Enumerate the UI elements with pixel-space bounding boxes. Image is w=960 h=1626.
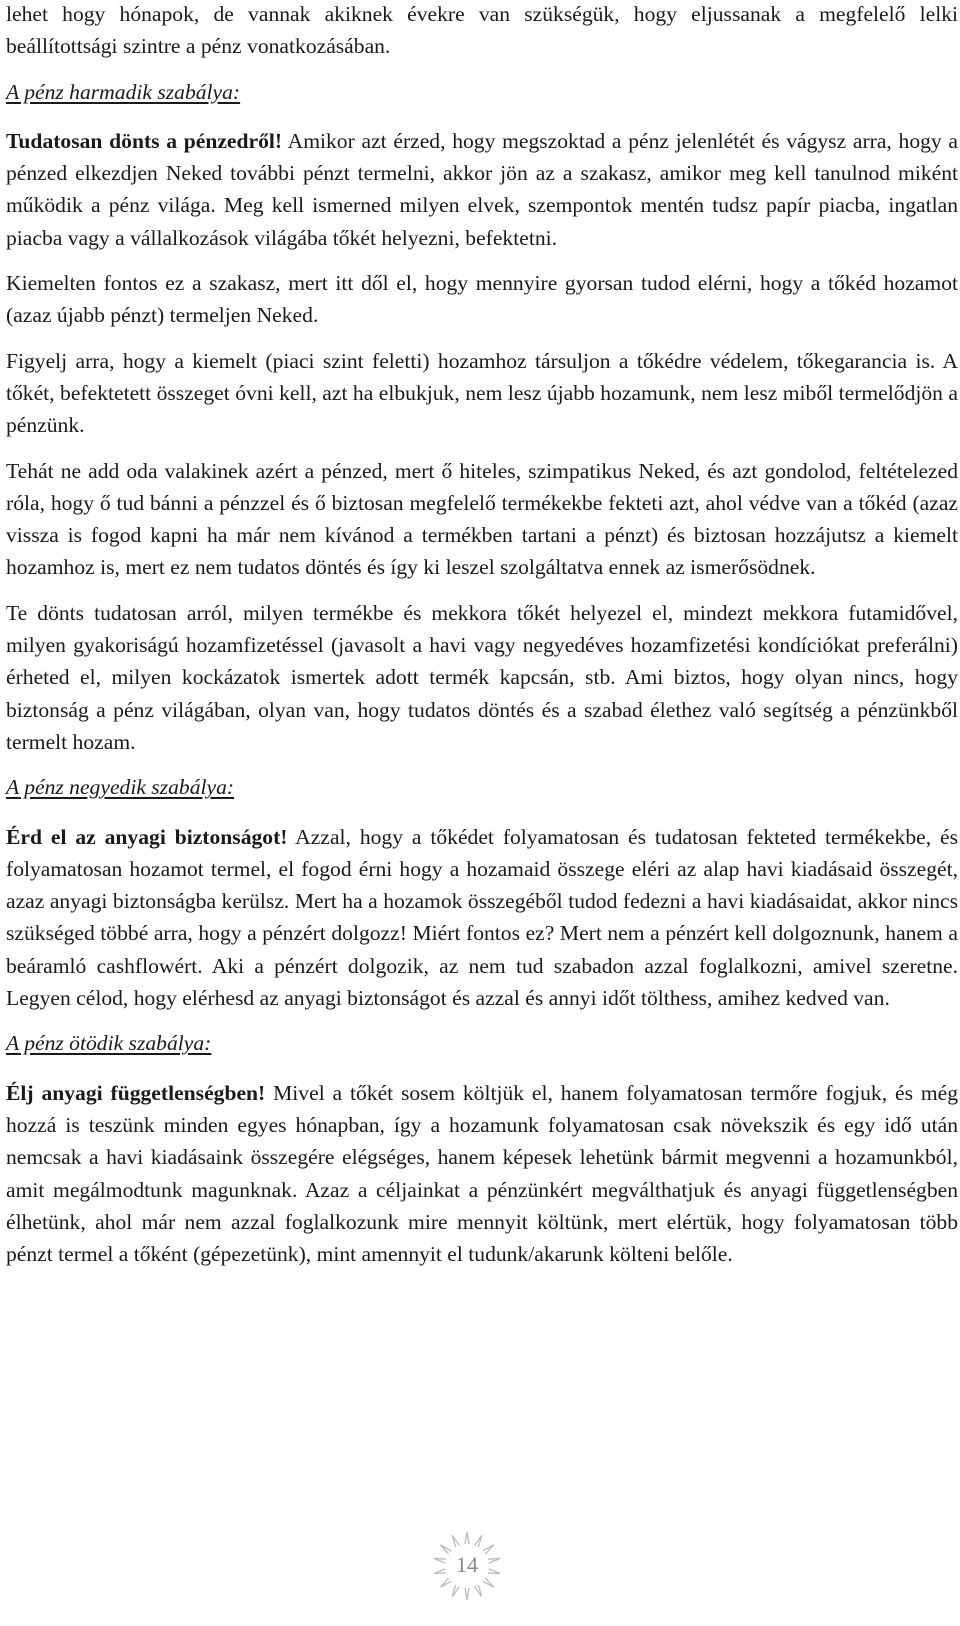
body-paragraph: Figyelj arra, hogy a kiemelt (piaci szint feletti) hozamhoz társuljon a tőkédre védelem, tőkegarancia is. A tőkét, befektetett összeget óvni kell, azt ha elbukjuk, nem lesz újabb hozamunk, nem lesz miből termelődjön a pénzünk. xyxy=(6,348,958,438)
starburst-ray xyxy=(475,1585,482,1597)
starburst-ray xyxy=(452,1535,459,1547)
starburst-ray xyxy=(465,1532,469,1544)
rule-paragraph xyxy=(6,1077,958,1271)
page-footer xyxy=(0,1530,960,1602)
rule-lead: Tudatosan dönts a pénzedről! xyxy=(6,128,283,153)
section-heading: A pénz harmadik szabálya: xyxy=(6,79,241,104)
starburst-ray xyxy=(452,1585,459,1597)
starburst-ray xyxy=(440,1578,451,1587)
body-paragraph: Te dönts tudatosan arról, milyen termékbe és mekkora tőkét helyezel el, mindezt mekkora futamidővel, milyen gyakoriságú hozamfizetéssel (javasolt a havi vagy negyedéves hozamfizetési kondíciókat preferálni) érheted el, milyen kockázatok ismertek adott termék kapcsán, stb. Ami biztos, hogy olyan nincs, hogy biztonság a pénz világában, olyan van, hogy tudatos döntés és a szabad élethez való segítség a pénzünkből termelt hozam. xyxy=(6,600,958,754)
body-paragraph: Kiemelten fontos ez a szakasz, mert itt dől el, hogy mennyire gyorsan tudod elérni, hogy a tőkéd hozamot (azaz újabb pénzt) termeljen Neked. xyxy=(6,271,958,328)
body-paragraph: lehet hogy hónapok, de vannak akiknek évekre van szükségük, hogy eljussanak a megfelelő lelki beállítottsági szintre a pénz vonatkozásában. xyxy=(6,2,958,59)
rule-body: Azzal, hogy a tőkédet folyamatosan és tudatosan fekteted termékekbe, és folyamatosan hozamot termel, el fogod érni hogy a hozamaid összege eléri az alap havi kiadásaid összegét, azaz anyagi biztonságba kerülsz. Mert ha a hozamok összegéből tudod fedezni a havi kiadásaidat, akkor nincs szükséged többé arra, hogy a pénzért dolgozz! Miért fontos ez? Mert nem a pénzért kell dolgoznunk, hanem a beáramló cashflowért. Aki a pénzért dolgozik, az nem tud szabadon azzal foglalkozni, amivel szeretne. Legyen célod, hogy elérhesd az anyagi biztonságot és azzal és annyi időt tölthess, amihez kedved van. xyxy=(6,824,958,1011)
section-heading: A pénz negyedik szabálya: xyxy=(6,775,235,800)
rule-paragraph xyxy=(6,821,958,1015)
rule-lead: Élj anyagi függetlenségben! xyxy=(6,1080,266,1105)
document-body xyxy=(6,0,958,1283)
rule-body: Mivel a tőkét sosem költjük el, hanem folyamatosan termőre fogjuk, és még hozzá is teszünk minden egyes hónapban, így a hozamunk folyamatosan csak növekszik és egy idő után nemcsak a havi kiadásaink összegére elégséges, hanem képesek lehetünk bármit megvenni a hozamunkból, amit megálmodtunk magunknak. Azaz a céljainkat a pénzünkért megválthatjuk és anyagi függetlenségben élhetünk, ahol már nem azzal foglalkozunk mire mennyit költünk, mert elértük, hogy folyamatosan több pénzt termel a tőként (gépezetünk), mint amennyit el tudunk/akarunk költeni belőle. xyxy=(6,1080,959,1267)
page-number: 14 xyxy=(456,1552,478,1577)
page-number-badge xyxy=(431,1530,503,1602)
body-paragraph: Tehát ne add oda valakinek azért a pénzed, mert ő hiteles, szimpatikus Neked, és azt gondolod, feltételezed róla, hogy ő tud bánni a pénzzel és ő biztosan megfelelő termékekbe fekteti azt, ahol védve van a tőkéd (azaz vissza is fogod kapni ha már nem kívánod a termékben tartani a pénzt) és biztosan hozzájutsz a kiemelt hozamhoz is, mert ez nem tudatos döntés és így ki leszel szolgáltatva ennek az ismerősödnek. xyxy=(6,458,958,580)
starburst-ray xyxy=(465,1588,469,1600)
rule-lead: Érd el az anyagi biztonságot! xyxy=(6,824,288,849)
starburst-ray xyxy=(483,1578,494,1587)
rule-paragraph xyxy=(6,125,958,254)
starburst-ray xyxy=(475,1535,482,1547)
rule-body: Amikor azt érzed, hogy megszoktad a pénz jelenlétét és vágysz arra, hogy a pénzed elkezdjen Neked további pénzt termelni, akkor jön az a szakasz, amikor meg kell tanulnod miként működik a pénz világa. Meg kell ismerned milyen elvek, szempontok mentén tudsz papír piacba, ingatlan piacba vagy a vállalkozások világába tőkét helyezni, befektetni. xyxy=(6,128,958,250)
section-heading: A pénz ötödik szabálya: xyxy=(6,1031,212,1056)
